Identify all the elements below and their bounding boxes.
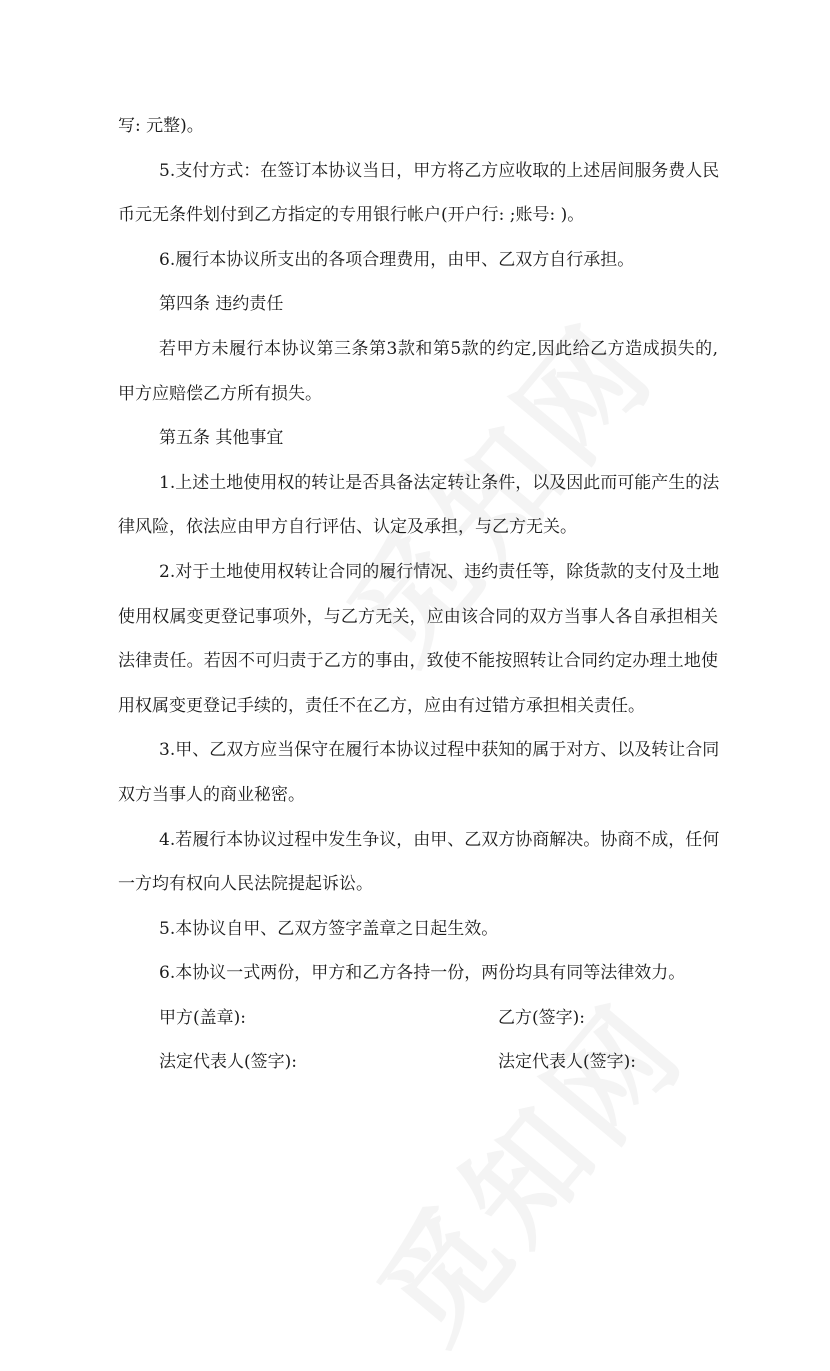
party-b-representative-label: 法定代表人(签字):	[498, 1052, 636, 1073]
text-line: 用权属变更登记手续的，责任不在乙方，应由有过错方承担相关责任。	[118, 695, 645, 716]
text-line: 写: 元整)。	[118, 116, 204, 136]
party-a-representative-label: 法定代表人(签字):	[159, 1052, 297, 1073]
signature-row	[118, 996, 718, 1041]
text-line: 法律责任。若因不可归责于乙方的事由，致使不能按照转让合同约定办理土地使	[118, 651, 718, 672]
signature-row	[118, 1040, 718, 1085]
party-a-seal-label: 甲方(盖章):	[159, 1007, 246, 1028]
text-line: 币元无条件划付到乙方指定的专用银行帐户(开户行: ;账号: )。	[118, 205, 585, 226]
text-line: 若甲方未履行本协议第三条第3款和第5款的约定,因此给乙方造成损失的,	[159, 338, 718, 359]
text-line: 一方均有权向人民法院提起诉讼。	[118, 874, 373, 895]
document-body	[118, 104, 718, 1085]
text-line: 5.支付方式：在签订本协议当日，甲方将乙方应收取的上述居间服务费人民	[159, 160, 720, 181]
text-line: 6.本协议一式两份，甲方和乙方各持一份，两份均具有同等法律效力。	[159, 963, 686, 984]
paragraph-lines	[118, 104, 718, 996]
text-line: 3.甲、乙双方应当保守在履行本协议过程中获知的属于对方、以及转让合同	[159, 740, 720, 761]
text-line: 第四条 违约责任	[159, 294, 284, 315]
text-line: 第五条 其他事宜	[159, 428, 284, 449]
text-line: 2.对于土地使用权转让合同的履行情况、违约责任等，除货款的支付及土地	[159, 561, 720, 582]
text-line: 5.本协议自甲、乙双方签字盖章之日起生效。	[159, 918, 499, 939]
text-line: 4.若履行本协议过程中发生争议，由甲、乙双方协商解决。协商不成，任何	[159, 829, 720, 850]
text-line: 使用权属变更登记事项外，与乙方无关，应由该合同的双方当事人各自承担相关	[118, 606, 718, 627]
text-line: 律风险，依法应由甲方自行评估、认定及承担，与乙方无关。	[118, 517, 577, 538]
text-line: 1.上述土地使用权的转让是否具备法定转让条件，以及因此而可能产生的法	[159, 472, 720, 493]
text-line: 双方当事人的商业秘密。	[118, 784, 305, 805]
text-line: 6.履行本协议所支出的各项合理费用，由甲、乙双方自行承担。	[159, 249, 635, 270]
text-line: 甲方应赔偿乙方所有损失。	[118, 383, 322, 404]
party-b-signature-label: 乙方(签字):	[498, 1007, 585, 1028]
